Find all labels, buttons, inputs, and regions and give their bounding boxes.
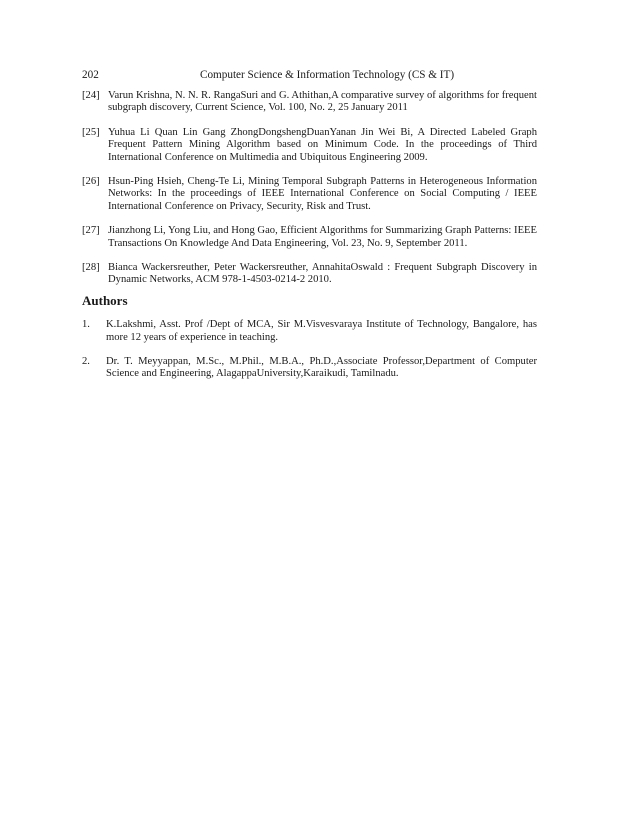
reference-item [82, 90, 537, 115]
reference-text: Bianca Wackersreuther, Peter Wackersreuther, AnnahitaOswald : Frequent Subgraph Discovery in Dynamic Networks, ACM 978-1-4503-0214-2 2010. [108, 262, 537, 286]
reference-list [82, 90, 537, 299]
reference-number: [24] [82, 90, 100, 101]
reference-number: [25] [82, 126, 100, 138]
reference-number: [28] [82, 262, 100, 274]
reference-number: [26] [82, 176, 100, 188]
author-item [82, 356, 537, 382]
reference-item [82, 262, 537, 287]
reference-number: [27] [82, 225, 100, 237]
running-title: Computer Science & Information Technology (CS & IT) [200, 69, 455, 81]
author-text: K.Lakshmi, Asst. Prof /Dept of MCA, Sir M.Visvesvaraya Institute of Technology, Bangalore, has more 12 years of experience in teaching. [106, 319, 537, 343]
reference-text: Yuhua Li Quan Lin Gang ZhongDongshengDuanYanan Jin Wei Bi, A Directed Labeled Graph Frequent Pattern Mining Algorithm based on Minimum Code. In the proceedings of Third International Conference on Multimedia and Ubiquitous Engineering 2009. [108, 126, 537, 163]
reference-item [82, 127, 537, 164]
author-text: Dr. T. Meyyappan, M.Sc., M.Phil., M.B.A., Ph.D.,Associate Professor,Department of Computer Science and Engineering, AlagappaUniversity,Karaikudi, Tamilnadu. [106, 355, 537, 380]
author-list [82, 319, 537, 392]
authors-heading: Authors [82, 293, 128, 308]
author-item [82, 319, 537, 345]
reference-text: Jianzhong Li, Yong Liu, and Hong Gao, Efficient Algorithms for Summarizing Graph Patterns: IEEE Transactions On Knowledge And Data Engineering, Vol. 23, No. 9, September 2011. [108, 225, 537, 249]
author-number: 1. [82, 319, 90, 330]
reference-item [82, 176, 537, 213]
page-number: 202 [82, 69, 99, 81]
author-number: 2. [82, 355, 90, 367]
reference-text: Varun Krishna, N. N. R. RangaSuri and G. Athithan,A comparative survey of algorithms for frequent subgraph discovery, Current Science, Vol. 100, No. 2, 25 January 2011 [108, 90, 537, 114]
reference-item [82, 225, 537, 250]
reference-text: Hsun-Ping Hsieh, Cheng-Te Li, Mining Temporal Subgraph Patterns in Heterogeneous Information Networks: In the proceedings of IEEE International Conference on Social Computing / IEEE International Conference on Privacy, Security, Risk and Trust. [108, 176, 537, 212]
